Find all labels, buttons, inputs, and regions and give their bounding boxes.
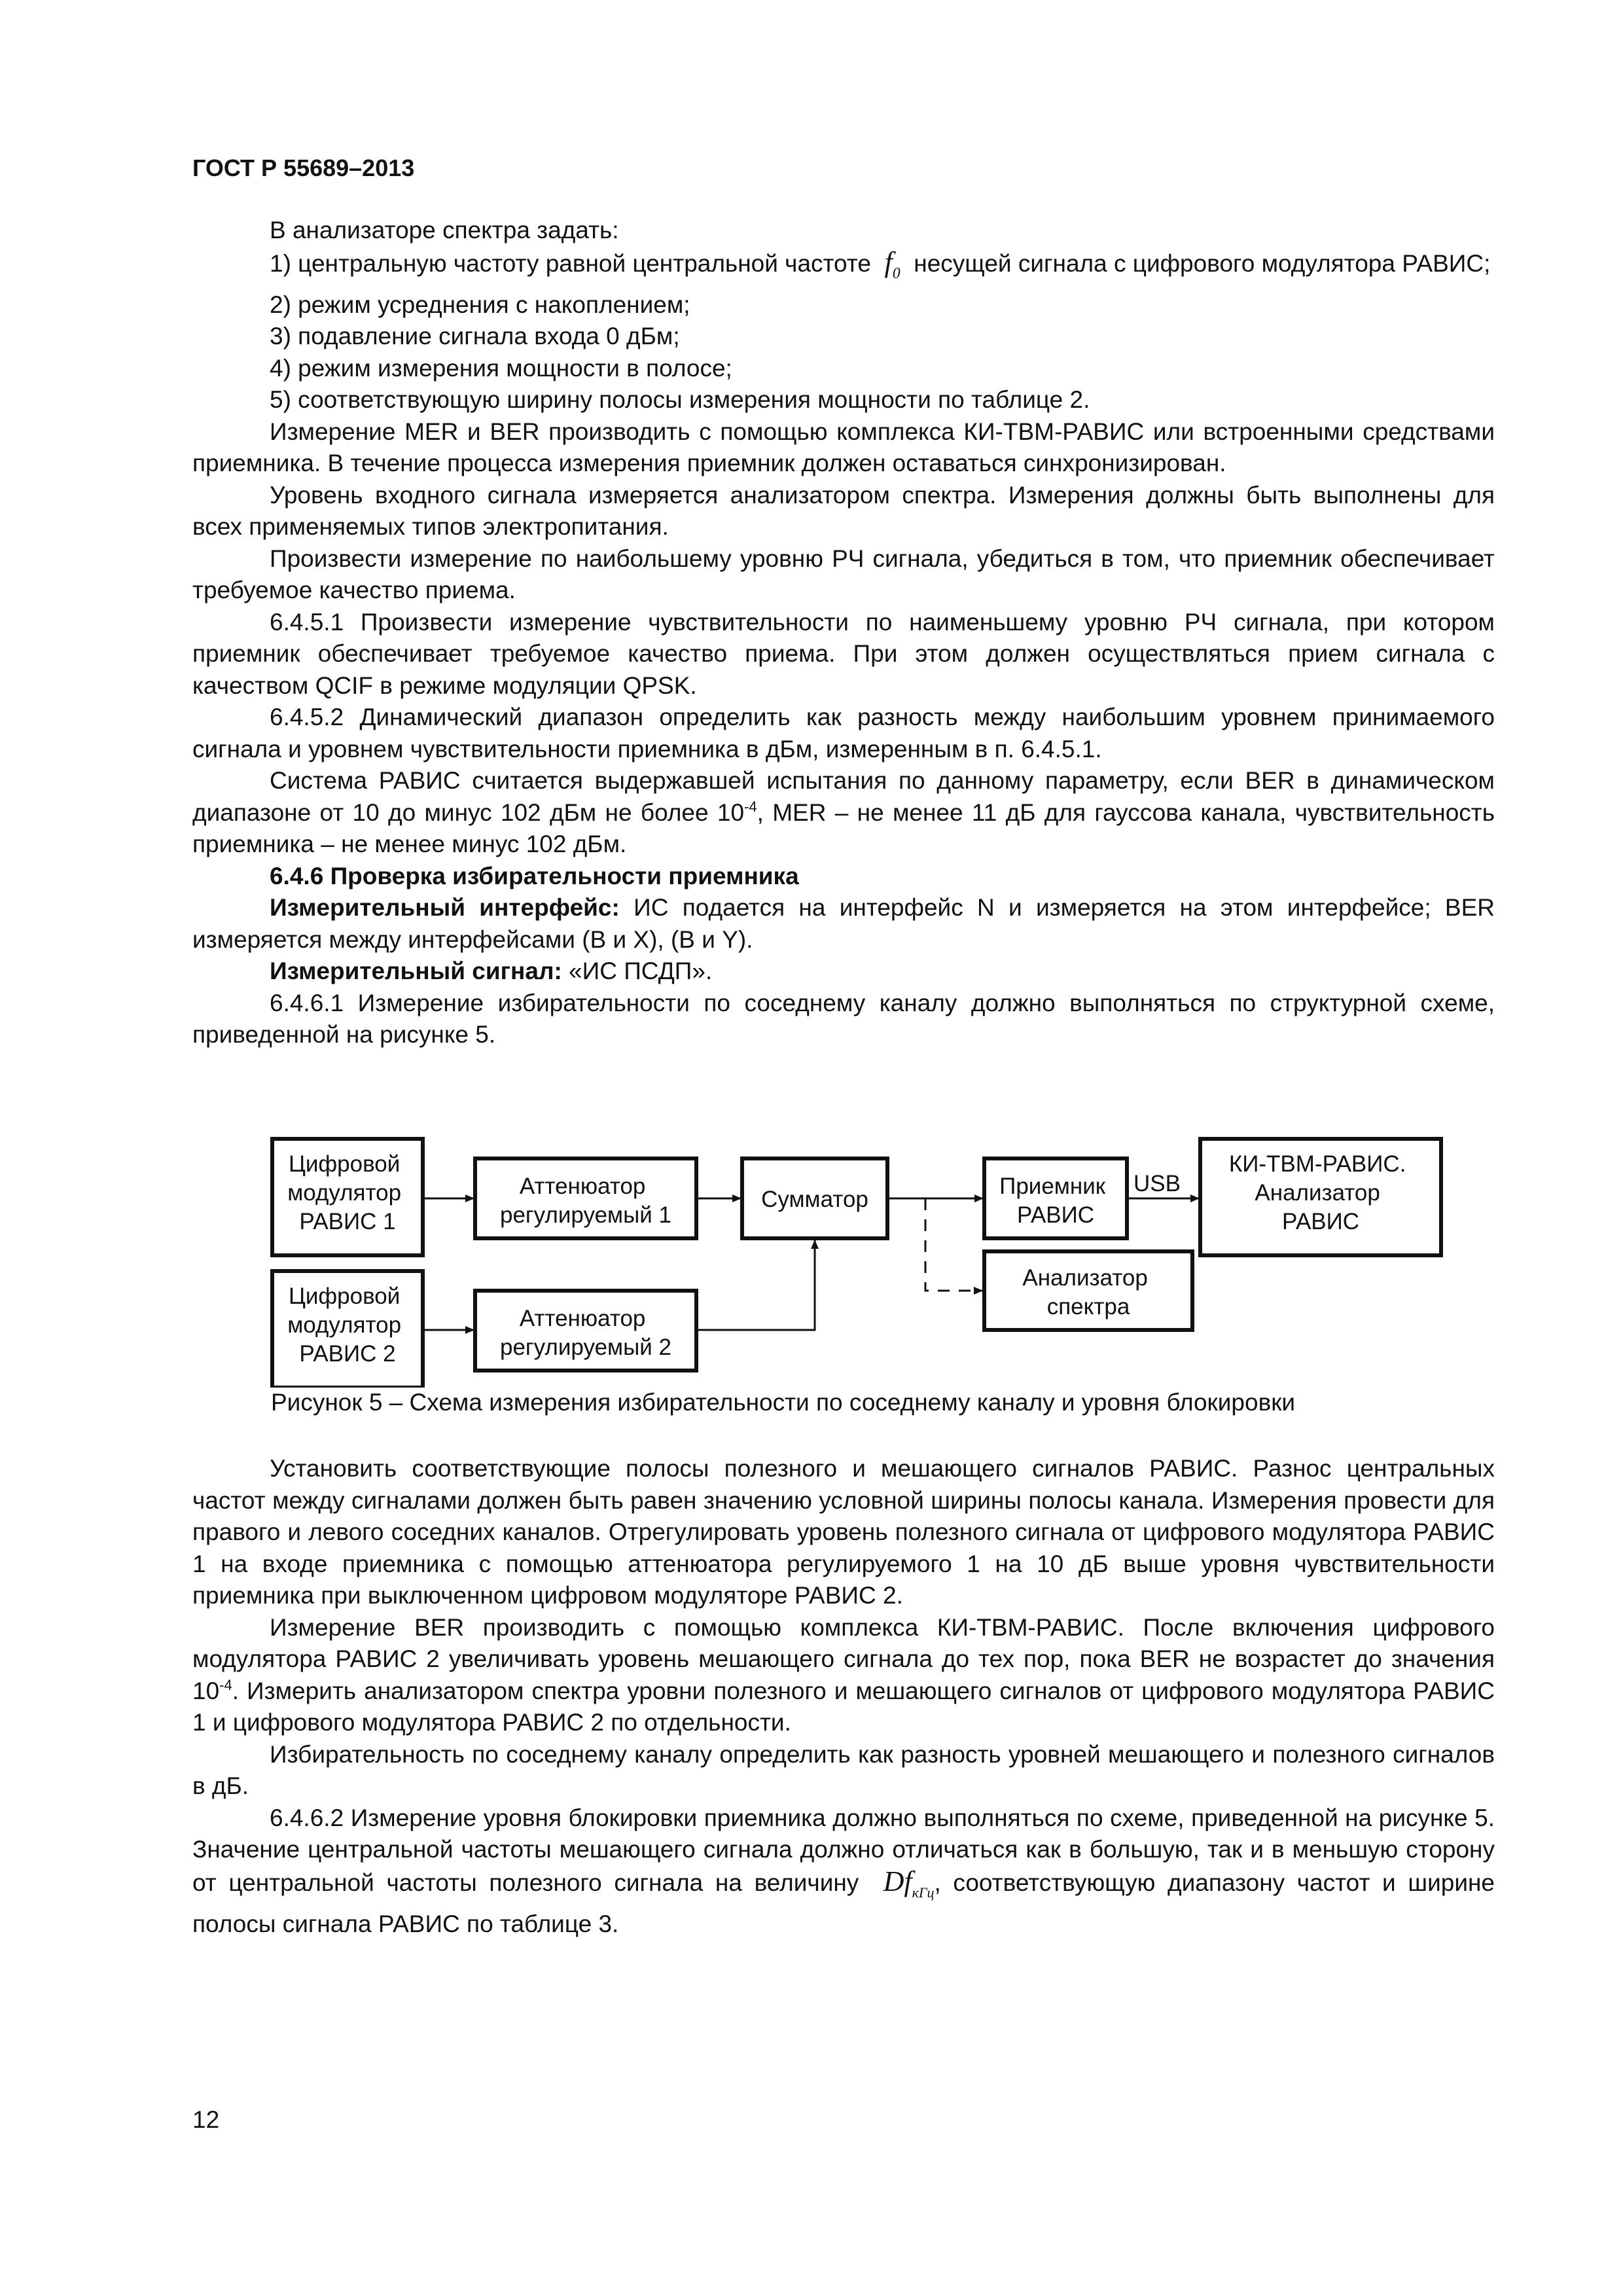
section-heading-646: 6.4.6 Проверка избирательности приемника: [270, 862, 799, 889]
ki-analyzer-label: КИ-ТВМ-РАВИС. Анализатор РАВИС: [1228, 1151, 1406, 1234]
list-item-3: 3) подавление сигнала входа 0 дБм;: [270, 323, 680, 350]
modulator-2-label: Цифровой модулятор РАВИС 2: [287, 1283, 402, 1367]
paragraph-6452: 6.4.5.2 Динамический диапазон определить как разность между наибольшим уровнем принимаемого сигнала и уровнем чувствительности приемника в дБм, измеренным в п. 6.4.5.1.: [192, 704, 1495, 762]
modulator-1-label: Цифровой модулятор РАВИС 1: [287, 1151, 402, 1234]
attenuator-1-label: Аттенюатор регулируемый 1: [499, 1174, 672, 1228]
paragraph-intro: В анализаторе спектра задать:: [270, 217, 619, 243]
f0-symbol: $f_0$: [884, 245, 901, 282]
paragraph-mer: Измерение MER и BER производить с помощью комплекса КИ-ТВМ-РАВИС или встроенными средствами приемника. В течение процесса измерения приемник должен оставаться синхронизирован.: [192, 418, 1495, 477]
paragraph-system: Система РАВИС считается выдержавшей испытания по данному параметру, если BER в динамическом диапазоне от 10 до минус 102 дБм не более $10^{-4}$, MER – не менее 11 дБ для гауссова канала, чувствительность приемника – не менее минус 102 дБм.: [192, 767, 1495, 858]
paragraph-selectivity: Избирательность по соседнему каналу определить как разность уровней мешающего и полезного сигналов в дБ.: [192, 1740, 1495, 1799]
list-item-1: 1) центральную частоту равной центральной частоте $f_0$ несущей сигнала с цифрового модулятора РАВИС;: [270, 245, 1491, 282]
paragraph-signal: Измерительный сигнал: «ИС ПСДП».: [270, 958, 713, 985]
paragraph-interface: Измерительный интерфейс: ИС подается на интерфейс N и измеряется на этом интерфейсе; BER измеряется между интерфейсами (B и X), (B и Y).: [192, 894, 1495, 953]
paragraph-6461: 6.4.6.1 Измерение избирательности по соседнему каналу должно выполняться по структурной схеме, приведенной на рисунке 5.: [192, 989, 1495, 1049]
usb-label: USB: [1133, 1171, 1181, 1196]
list-item-2: 2) режим усреднения с накоплением;: [270, 291, 690, 318]
summator-label: Сумматор: [761, 1187, 868, 1212]
dashed-arrow-to-spectrum-analyzer: [925, 1198, 982, 1291]
attenuator-2-label: Аттенюатор регулируемый 2: [499, 1306, 672, 1360]
paragraph-max-level: Произвести измерение по наибольшему уровню РЧ сигнала, убедиться в том, что приемник обеспечивает требуемое качество приема.: [192, 545, 1495, 604]
paragraph-set-bands: Установить соответствующие полосы полезного и мешающего сигналов РАВИС. Разнос центральных частот между сигналами должен быть равен значению условной ширины полосы канала. Измерения провести для правого и левого соседних каналов. Отрегулировать уровень полезного сигнала от цифрового модулятора РАВИС 1 на входе приемника с помощью аттенюатора регулируемого 1 на 10 дБ выше уровня чувствительности приемника при выключенном цифровом модуляторе РАВИС 2.: [192, 1455, 1495, 1609]
upper-text-block: [192, 215, 1495, 1051]
spectrum-analyzer-label: Анализатор спектра: [1022, 1265, 1148, 1319]
paragraph-ber: Измерение BER производить с помощью комплекса КИ-ТВМ-РАВИС. После включения цифрового модулятора РАВИС 2 увеличивать уровень мешающего сигнала до тех пор, пока BER не возрастет до значения $10^{-4}$. Измерить анализатором спектра уровни полезного и мешающего сигналов от цифрового модулятора РАВИС 1 и цифрового модулятора РАВИС 2 по отдельности.: [192, 1613, 1495, 1736]
arrow-att2-to-summator: [698, 1240, 815, 1330]
paragraph-level: Уровень входного сигнала измеряется анализатором спектра. Измерения должны быть выполнены для всех применяемых типов электропитания.: [192, 481, 1495, 541]
page-number: 12: [192, 2106, 220, 2133]
figure-caption: Рисунок 5 – Схема измерения избирательности по соседнему каналу и уровня блокировки: [271, 1389, 1296, 1416]
paragraph-6451: 6.4.5.1 Произвести измерение чувствительности по наименьшему уровню РЧ сигнала, при котором приемник обеспечивает требуемое качество приема. При этом должен осуществляться прием сигнала с качеством QCIF в режиме модуляции QPSK.: [192, 608, 1495, 699]
list-item-5: 5) соответствующую ширину полосы измерения мощности по таблице 2.: [270, 386, 1090, 414]
lower-text-block: [192, 1453, 1495, 1940]
paragraph-6462: 6.4.6.2 Измерение уровня блокировки приемника должно выполняться по схеме, приведенной на рисунке 5. Значение центральной частоты мешающего сигнала должно отличаться как в большую, так и в меньшую сторону от центральной частоты полезного сигнала на величину $Df_{кГц}$, соответствующую диапазону частот и ширине полосы сигнала РАВИС по таблице 3.: [192, 1804, 1495, 1937]
list-item-4: 4) режим измерения мощности в полосе;: [270, 354, 732, 382]
receiver-label: Приемник РАВИС: [999, 1174, 1106, 1228]
delta-f-symbol: $Df_{кГц}$: [883, 1865, 935, 1901]
figure-5-block-diagram: [192, 1126, 1495, 1388]
document-header: ГОСТ Р 55689–2013: [192, 154, 415, 181]
